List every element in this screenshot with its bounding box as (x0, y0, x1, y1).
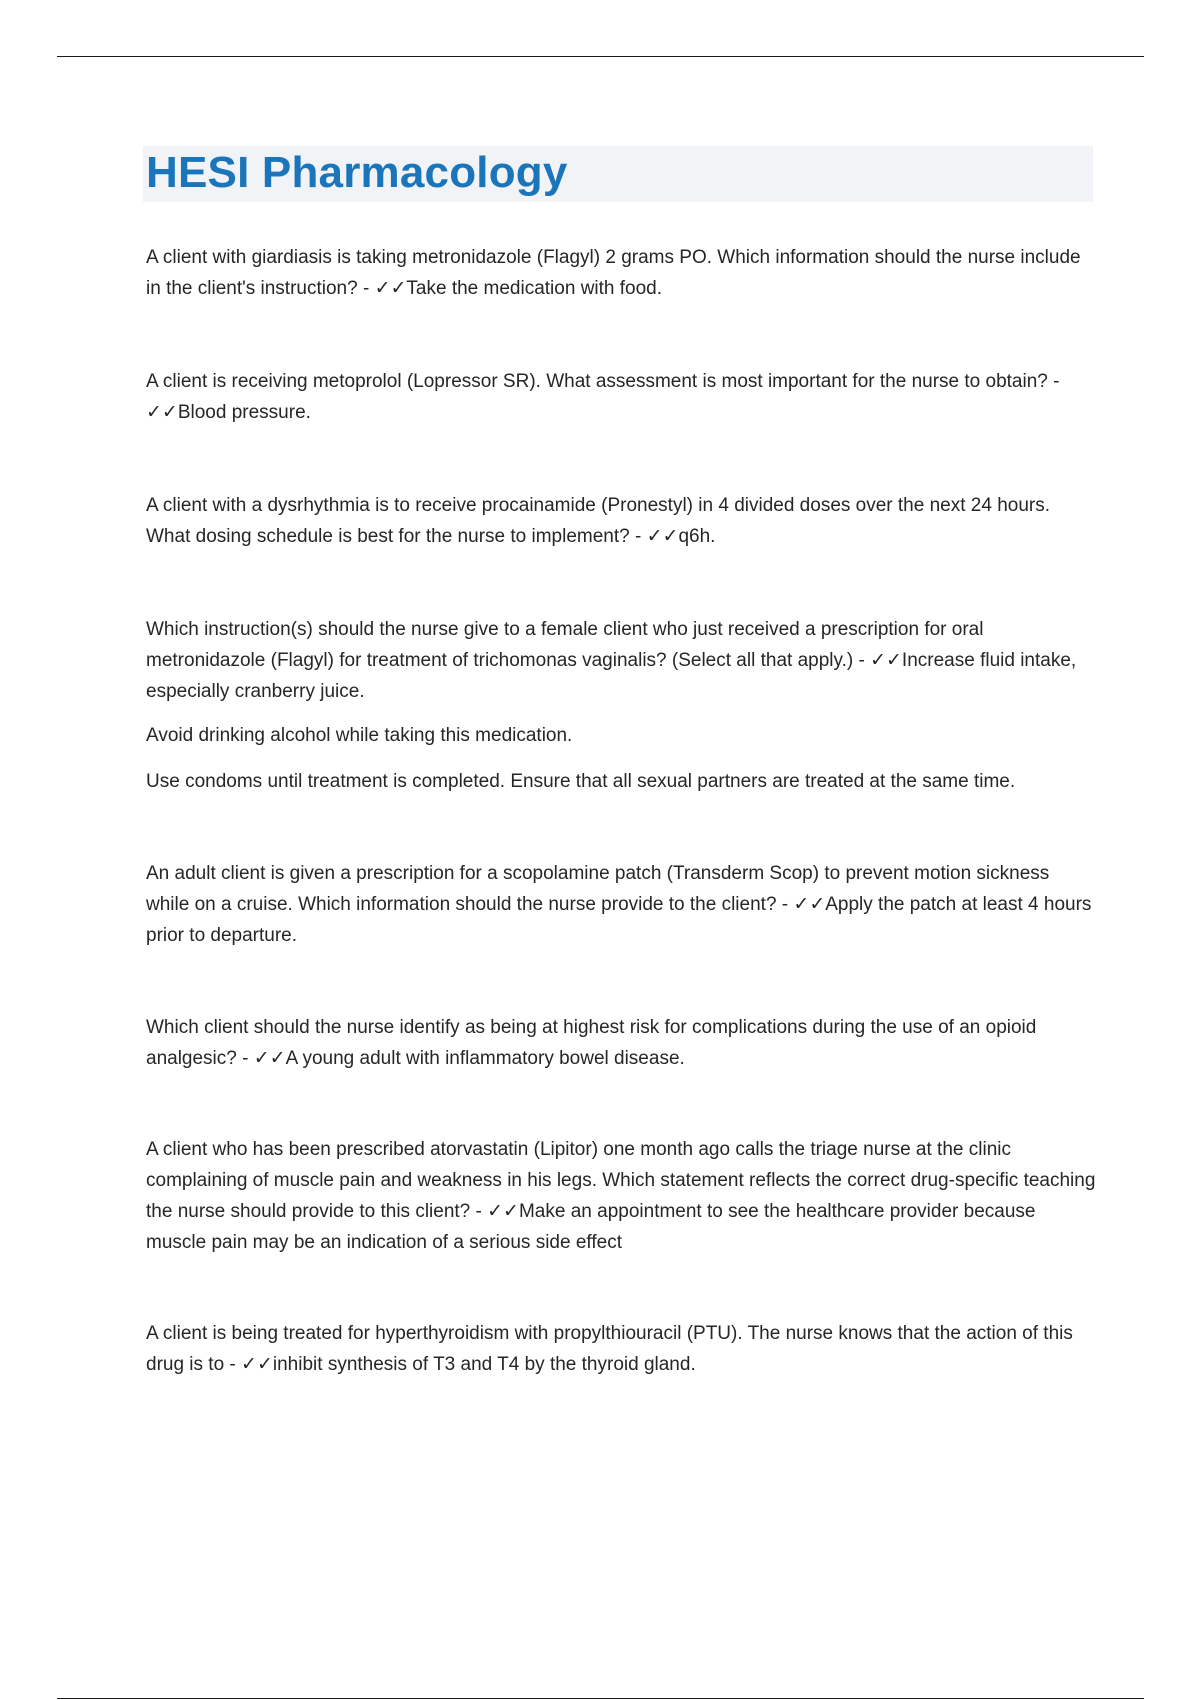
answer-text: Apply the patch at least 4 hours prior to departure. (146, 894, 1092, 946)
question-text: A client with giardiasis is taking metronidazole (Flagyl) 2 grams PO. Which information should the nurse include in the client's instruction? - (146, 247, 1081, 299)
question-text: A client who has been prescribed atorvastatin (Lipitor) one month ago calls the triage nurse at the clinic complaining of muscle pain and weakness in his legs. Which statement reflects the correct drug-specific teaching the nurse should provide to this client? - (146, 1139, 1096, 1222)
answer-text: Make an appointment to see the healthcare provider because muscle pain may be an indication of a serious side effect (146, 1201, 1036, 1253)
question-text: A client is being treated for hyperthyroidism with propylthiouracil (PTU). The nurse knows that the action of this drug is to - (146, 1323, 1073, 1375)
header-rule (57, 56, 1144, 57)
question-text: Which client should the nurse identify as being at highest risk for complications during the use of an opioid analgesic? - (146, 1017, 1037, 1069)
check-marks: ✓✓ (487, 1201, 519, 1222)
answer-extra-line: Avoid drinking alcohol while taking this medication. (146, 725, 573, 746)
qa-item-1 (146, 242, 1096, 304)
qa-item-3 (146, 490, 1096, 552)
question-text: Which instruction(s) should the nurse give to a female client who just received a prescription for oral metronidazole (Flagyl) for treatment of trichomonas vaginalis? (Select all that apply.) - (146, 619, 984, 671)
check-marks: ✓✓ (146, 402, 178, 423)
qa-item-2 (146, 366, 1096, 428)
answer-text: q6h. (678, 526, 716, 547)
answer-extra-line: Use condoms until treatment is completed. Ensure that all sexual partners are treated at the same time. (146, 771, 1016, 792)
answer-text: Increase fluid intake, especially cranberry juice. (146, 650, 1077, 702)
qa-item-4 (146, 614, 1096, 707)
question-text: A client is receiving metoprolol (Lopressor SR). What assessment is most important for the nurse to obtain? - (146, 371, 1060, 392)
check-marks: ✓✓ (253, 1048, 286, 1069)
qa-item-6 (146, 1012, 1096, 1074)
qa-item-5 (146, 858, 1096, 951)
answer-text: Take the medication with food. (406, 278, 663, 299)
question-text: A client with a dysrhythmia is to receive procainamide (Pronestyl) in 4 divided doses over the next 24 hours. What dosing schedule is best for the nurse to implement? - (146, 495, 1051, 547)
question-text: An adult client is given a prescription for a scopolamine patch (Transderm Scop) to prevent motion sickness while on a cruise. Which information should the nurse provide to the client? - (146, 863, 1050, 915)
page-title: HESI Pharmacology (146, 148, 568, 197)
answer-text: A young adult with inflammatory bowel disease. (285, 1048, 685, 1069)
qa-item-8 (146, 1318, 1096, 1380)
qa-item-7 (146, 1134, 1096, 1258)
check-marks: ✓✓ (793, 894, 826, 915)
check-marks: ✓✓ (241, 1354, 273, 1375)
check-marks: ✓✓ (646, 526, 679, 547)
answer-text: inhibit synthesis of T3 and T4 by the thyroid gland. (272, 1354, 696, 1375)
answer-text: Blood pressure. (177, 402, 311, 423)
check-marks: ✓✓ (870, 650, 902, 671)
check-marks: ✓✓ (374, 278, 407, 299)
footer-rule (57, 1698, 1144, 1699)
